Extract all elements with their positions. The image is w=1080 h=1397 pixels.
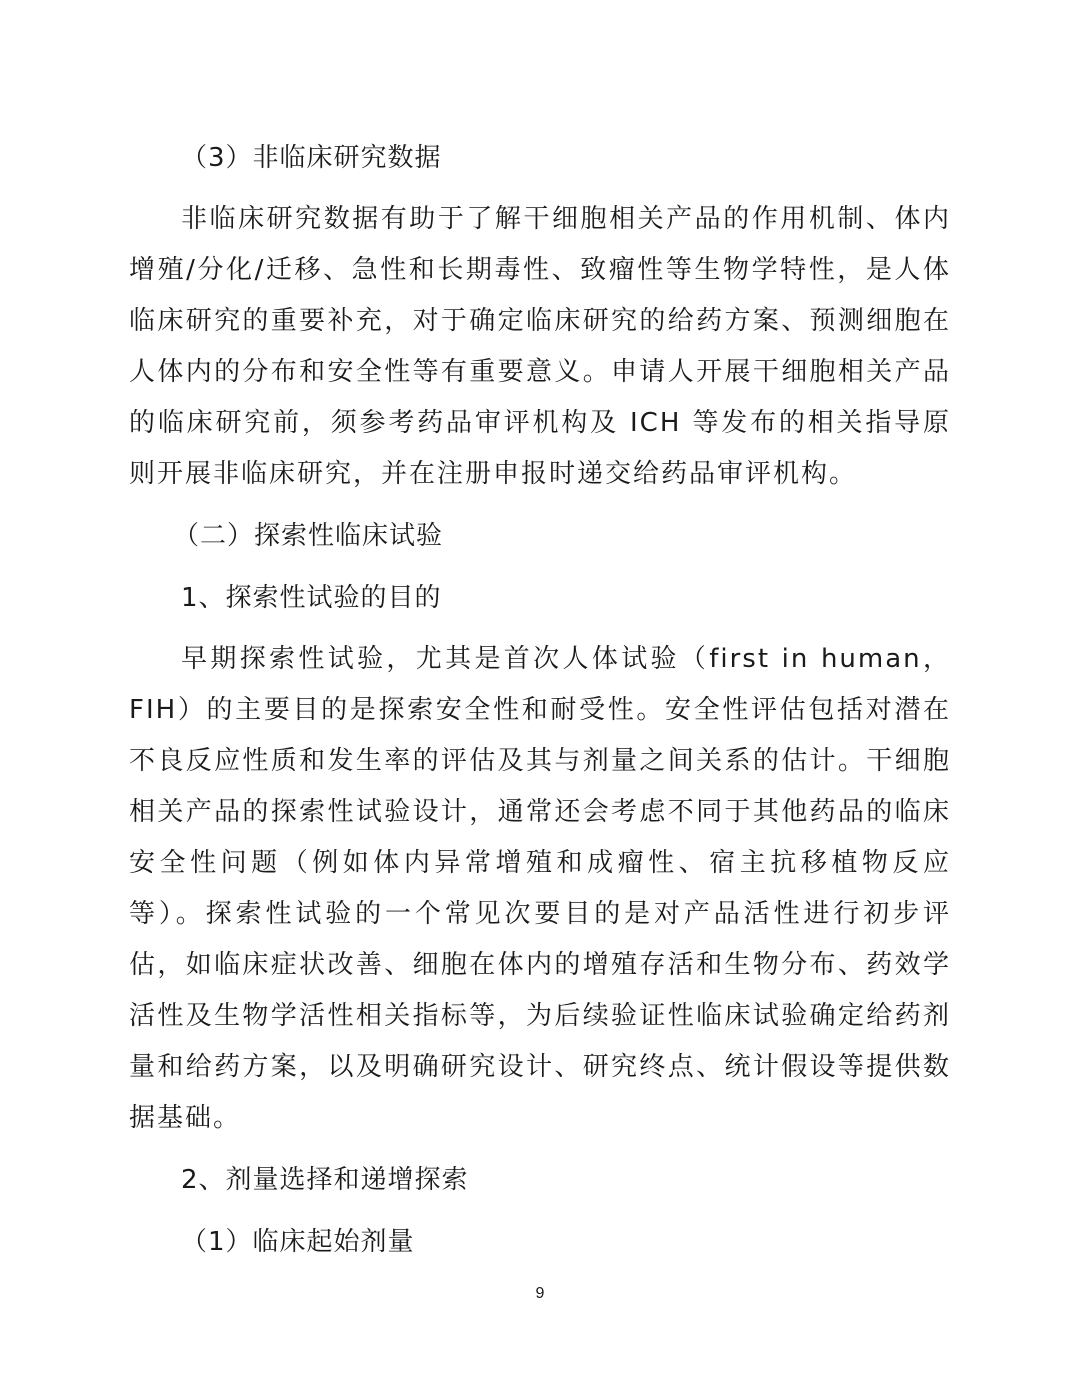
- heading-dose-selection: 2、剂量选择和递增探索: [181, 1165, 469, 1195]
- heading-starting-dose: （1）临床起始剂量: [181, 1227, 415, 1257]
- heading-exploratory-trial: （二）探索性临床试验: [173, 521, 444, 551]
- paragraph-trial-purpose: 早期探索性试验，尤其是首次人体试验（first in human，FIH）的主要目的是探索安全性和耐受性。安全性评估包括对潜在不良反应性质和发生率的评估及其与剂量之间关系的估计。干细胞相关产品的探索性试验设计，通常还会考虑不同于其他药品的临床安全性问题（例如体内异常增殖和成瘤性、宿主抗移植物反应等）。探索性试验的一个常见次要目的是对产品活性进行初步评估，如临床症状改善、细胞在体内的增殖存活和生物分布、药效学活性及生物学活性相关指标等，为后续验证性临床试验确定给药剂量和给药方案，以及明确研究设计、研究终点、统计假设等提供数据基础。: [129, 644, 951, 1133]
- heading-trial-purpose: 1、探索性试验的目的: [181, 583, 442, 613]
- page-number: 9: [535, 1285, 545, 1302]
- heading-nonclinical-data: （3）非临床研究数据: [181, 143, 442, 173]
- paragraph-nonclinical-data: 非临床研究数据有助于了解干细胞相关产品的作用机制、体内增殖/分化/迁移、急性和长期毒性、致瘤性等生物学特性，是人体临床研究的重要补充，对于确定临床研究的给药方案、预测细胞在人体内的分布和安全性等有重要意义。申请人开展干细胞相关产品的临床研究前，须参考药品审评机构及 ICH 等发布的相关指导原则开展非临床研究，并在注册申报时递交给药品审评机构。: [129, 204, 951, 489]
- page-content: [129, 132, 951, 1278]
